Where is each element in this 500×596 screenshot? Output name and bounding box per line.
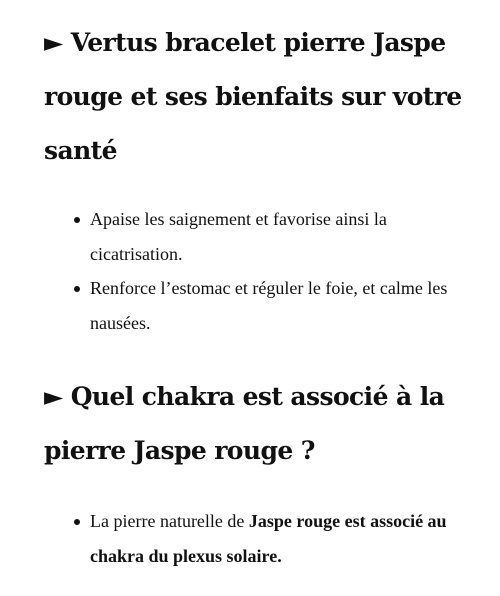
list-item (74, 271, 474, 340)
list-item (74, 202, 474, 271)
list-item-text: Apaise les saignement et favorise ainsi la cicatrisation. (90, 209, 387, 264)
section-title: Vertus bracelet pierre Jaspe rouge et ses bienfaits sur votre santé (44, 28, 462, 165)
list-item (74, 504, 474, 573)
benefits-list (74, 202, 474, 340)
section-title: Quel chakra est associé à la pierre Jaspe rouge ? (44, 382, 445, 465)
arrow-right-icon: ► (44, 382, 63, 411)
list-item-text: Renforce l’estomac et réguler le foie, et calme les nausées. (90, 278, 448, 333)
chakra-list (74, 504, 474, 573)
arrow-right-icon: ► (44, 28, 63, 57)
list-item-text: La pierre naturelle de (90, 511, 249, 531)
bullet-icon (74, 519, 80, 525)
section-heading-chakra (44, 370, 484, 478)
bullet-icon (74, 217, 80, 223)
list-item-bold-text: Jaspe rouge est associé au chakra du plexus solaire. (90, 511, 447, 566)
bullet-icon (74, 286, 80, 292)
section-heading-vertus (44, 16, 484, 178)
